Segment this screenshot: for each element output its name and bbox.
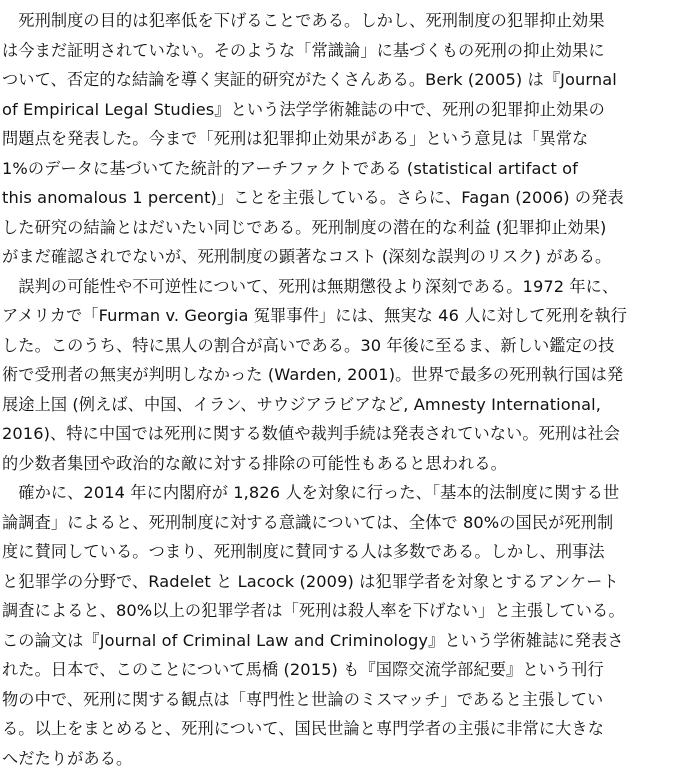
text-line: した。このうち、特に黒人の割合が高いである。30 年後に至るま、新しい鑑定の技 — [2, 335, 615, 355]
text-line: は今まだ証明されていない。そのような「常識論」に基づくもの死刑の抑止効果に — [2, 40, 605, 60]
text-line: 論調査」によると、死刑制度に対する意識については、全体で 80%の国民が死刑制 — [2, 512, 614, 532]
text-line: 誤判の可能性や不可逆性について、死刑は無期懲役より深刻である。1972 年に、 — [2, 276, 619, 296]
text-line: 的少数者集団や政治的な敵に対する排除の可能性もあると思われる。 — [2, 453, 507, 473]
text-line: 1%のデータに基づいてた統計的アーチファクトである (statistical artifact of — [2, 158, 578, 178]
text-line: れた。日本で、このことについて馬橋 (2015) も『国際交流学部紀要』という刊行 — [2, 660, 604, 679]
text-line: る。以上をまとめると、死刑について、国民世論と専門学者の主張に非常に大きな — [2, 719, 604, 738]
text-line: 展途上国 (例えば、中国、イラン、サウジアラビアなど, Amnesty International, — [2, 394, 601, 414]
text-line: アメリカで「Furman v. Georgia 冤罪事件」には、無実な 46 人に対して死刑を執行 — [2, 306, 628, 325]
text-line: 2016)、特に中国では死刑に関する数値や裁判手続は発表されていない。死刑は社会 — [2, 424, 621, 443]
text-line: この論文は『Journal of Criminal Law and Criminology』という学術雑誌に発表さ — [2, 630, 624, 650]
text-line: 術で受刑者の無実が判明しなかった (Warden, 2001)。世界で最多の死刑執行国は発 — [2, 365, 624, 384]
text-line: of Empirical Legal Studies』という法学学術雑誌の中で、死刑の犯罪抑止効果の — [2, 99, 605, 119]
text-line: ついて、否定的な結論を導く実証的研究がたくさんある。Berk (2005) は『Journal — [2, 70, 617, 89]
text-line: と犯罪学の分野で、Radelet と Lacock (2009) は犯罪学者を対象とするアンケート — [2, 571, 619, 591]
text-line: this anomalous 1 percent)」ことを主張している。さらに、Fagan (2006) の発表 — [2, 188, 624, 207]
text-line: 調査によると、80%以上の犯罪学者は「死刑は殺人率を下げない」と主張している。 — [2, 601, 625, 620]
text-line: 死刑制度の目的は犯率低を下げることである。しかし、死刑制度の犯罪抑止効果 — [2, 11, 605, 30]
text-line: 確かに、2014 年に内閣府が 1,826 人を対象に行った、「基本的法制度に関する世 — [2, 483, 620, 502]
text-line: した研究の結論とはだいたい同じである。死刑制度の潜在的な利益 (犯罪抑止効果) — [2, 217, 607, 237]
text-line: 度に賛同している。つまり、死刑制度に賛同する人は多数である。しかし、刑事法 — [2, 542, 605, 561]
text-line: へだたりがある。 — [2, 748, 133, 768]
text-line: 問題点を発表した。今まで「死刑は犯罪抑止効果がある」という意見は「異常な — [2, 129, 589, 148]
text-line: がまだ確認されでないが、死刑制度の顕著なコスト (深刻な誤判のリスク) がある。 — [2, 247, 612, 266]
text-line: 物の中で、死刑に関する観点は「専門性と世論のミスマッチ」であると主張してい — [2, 689, 604, 709]
